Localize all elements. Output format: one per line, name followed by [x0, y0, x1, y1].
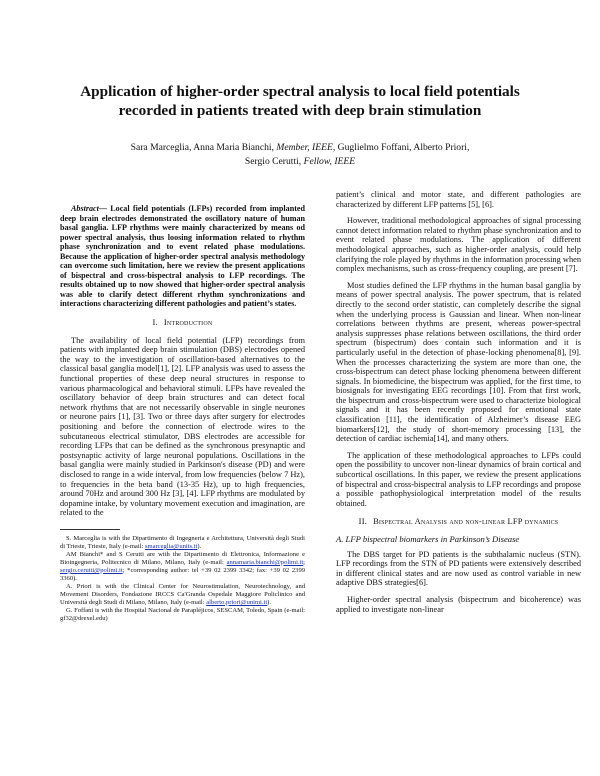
section-heading-bispectral — [336, 517, 581, 527]
title-line-2: recorded in patients treated with deep brain stimulation — [118, 102, 482, 119]
authors-line2-a: Sergio Cerutti, — [244, 156, 304, 167]
footnote-text: ). — [197, 542, 202, 550]
section-number: II. — [358, 516, 368, 527]
authors-line1-b: , Guglielmo Foffani, Alberto Priori, — [332, 142, 470, 153]
intro-paragraph-4: Most studies defined the LFP rhythms in the human basal ganglia by means of power spectral analysis. The power spectrum, that is related directly to the second order statistic, can completely describe the signal when the underlying process is Gaussian and linear. When non-linear correlations between rhythms are present, whereas power-spectral analysis suppresses phase relations between oscillations, the third order spectrum (bispectrum) does contain such information and it is particularly useful in the detection of phase-locking phenomena[8], [9]. When the processes characterizing the system are more than one, the cross-bispectrum can detect phase locking phenomena between different signals. In biomedicine, the bispectrum was applied, for the first time, to biosignals for investigating EEG recordings [10]. From that first work, the bispectrum and cross-bispectrum were used to characterize biological signals and it has been recently proposed for emotional state classification [11], the identification of Alzheimer’s disease EEG biomarkers[12], the study of short-memory processing [13], the detection of cardiac ischemia[14], and many others. — [336, 280, 581, 444]
section-number: I. — [152, 317, 158, 328]
paragraph-gap — [336, 588, 581, 595]
footnote-text: A. Priori is with the Clinical Center for Neurostimulation, Neurotechnology, and Movement Disorders, Fondazione IRCCS Ca'Granda Ospedale Maggiore Policlinico and Università degli Studi di Milano, Milano, Italy (e-mail: — [60, 582, 305, 606]
paragraph-gap — [336, 209, 581, 216]
paper-title — [40, 82, 560, 120]
intro-paragraph-2: patient’s clinical and motor state, and different pathologies are characterized by different LFP patterns [5], [6]. — [336, 190, 581, 209]
author-member-title: Member, IEEE — [276, 142, 333, 153]
subsection-heading: A. LFP bispectral biomarkers in Parkinson’s Disease — [336, 534, 520, 544]
section-title: Bispectral Analysis and non-linear LFP dynamics — [373, 516, 559, 527]
paragraph-gap — [336, 274, 581, 281]
left-column — [60, 204, 305, 623]
email-link[interactable]: alberto.priori@unimi.it — [206, 598, 268, 606]
author-fellow-title: Fellow, IEEE — [303, 156, 356, 167]
intro-paragraph-1: The availability of local field potential (LFP) recordings from patients with implanted deep brain stimulation (DBS) electrodes opened the way to the investigation of oscillation-based alternatives to the classical basal ganglia model[1], [2]. LFP analysis was used to assess the functional properties of these deep neural structures in response to various pharmacological and behavioral stimuli. LFPs have revealed the oscillatory behavior of deep brain structures and can detect focal network rhythms that are not necessarily observable in single neurones or neurone pairs [1], [3]. Two or three days after surgery for electrodes positioning and before the connection of electrode wires to the subcutaneous electrical stimulator, DBS electrodes are accessible for recording LFPs that can be defined as the synchronous presynaptic and postsynaptic activity of large neuronal populations. Oscillations in the basal ganglia were mainly studied in Parkinson's disease (PD) and were disclosed to range in a wide interval, from low frequencies (below 7 Hz), to frequencies in the beta band (13-35 Hz), up to high frequencies, around 70Hz and around 300 Hz [3], [4]. LFP rhythms are modulated by dopamine intake, by voluntary movement execution and imagination, are related to the — [60, 335, 305, 518]
section-title: Introduction — [163, 317, 213, 328]
right-column — [336, 190, 581, 614]
footnote-bianchi-cerutti — [60, 551, 305, 583]
authors-line1-a: Sara Marceglia, Anna Maria Bianchi, — [130, 142, 277, 153]
abstract — [60, 204, 305, 309]
section-heading-introduction — [60, 318, 305, 328]
footnote-foffani: G. Foffani is with the Hospital Nacional de Parapléjicos, SESCAM, Toledo, Spain (e-mail: gf32@drexel.edu) — [60, 606, 305, 622]
footnote-marceglia — [60, 535, 305, 551]
email-link[interactable]: sergio.cerutti@polimi.it — [60, 566, 123, 574]
author-list — [60, 141, 540, 169]
section2-paragraph-1: The DBS target for PD patients is the subthalamic nucleus (STN). LFP recordings from the STN of PD patients were extensively described in different clinical states and are now used as control variable in new adaptive DBS strategies[6]. — [336, 549, 581, 588]
title-line-1: Application of higher-order spectral analysis to local field potentials — [80, 83, 520, 100]
abstract-text: Local field potentials (LFPs) recorded from implanted deep brain electrodes demonstrated the oscillatory nature of human basal ganglia. LFP rhythms were mainly characterized by means od power spectral analysis, thus loosing information related to rhythm phase synchronization and to event related phase modulations. Because the application of higher-order spectral analysis methodology can overcome such limitation, here we review the present applications of bispectral and cross-bispectral analysis to LFP recordings. The results obtained up to now showed that higher-order spectral analysis was able to clarify detect different rhythm synchronizations and interactions characterizing different pathologies and patient’s states. — [60, 204, 305, 309]
footnote-text: S. Marceglia is with the Dipartimento di Ingegneria e Architettura, Università degli Studi di Trieste, Trieste, Italy (e-mail: — [60, 534, 305, 550]
email-link[interactable]: smarceglia@units.it — [144, 542, 198, 550]
intro-paragraph-3: However, traditional methodological approaches of signal processing cannot detect information related to rhythm phase synchronization and to event related phase modulations. The application of different methodological approaches, such as higher-order analysis, could help clarifying the role played by rhythms in the information processing when complex mechanisms, such as cross-frequency coupling, are present [7]. — [336, 216, 581, 274]
email-link[interactable]: annamaria.bianchi@polimi.it — [226, 558, 304, 566]
footnote-priori — [60, 583, 305, 607]
paragraph-gap — [336, 444, 581, 451]
footnote-text: AM Bianchi* and S Cerutti are with the Dipartimento di Elettronica, Informazione e Bioingegneria, Politecnico di Milano, Milano, Italy (e-mail: — [60, 550, 305, 566]
footnote-text: ; — [303, 558, 305, 566]
section2-paragraph-2: Higher-order spectral analysis (bispectrum and bicoherence) was applied to investigate non-linear — [336, 594, 581, 614]
footnote-text: ). — [267, 598, 271, 606]
intro-paragraph-5: The application of these methodological approaches to LFPs could open the possibility to uncover non-linear dynamics of brain cortical and subcortical oscillations. In this paper, we review the present applications of bispectral and cross-bispectral analysis to LFP recordings and propose a possible pathophysiological interpretation model of the results obtained. — [336, 450, 581, 508]
footnote-rule — [60, 529, 120, 530]
footnote-text: ; *corresponding author: tel +39 02 2399 3342; fax: +39 02 2399 3360). — [60, 566, 305, 582]
abstract-label: Abstract— — [71, 204, 107, 213]
